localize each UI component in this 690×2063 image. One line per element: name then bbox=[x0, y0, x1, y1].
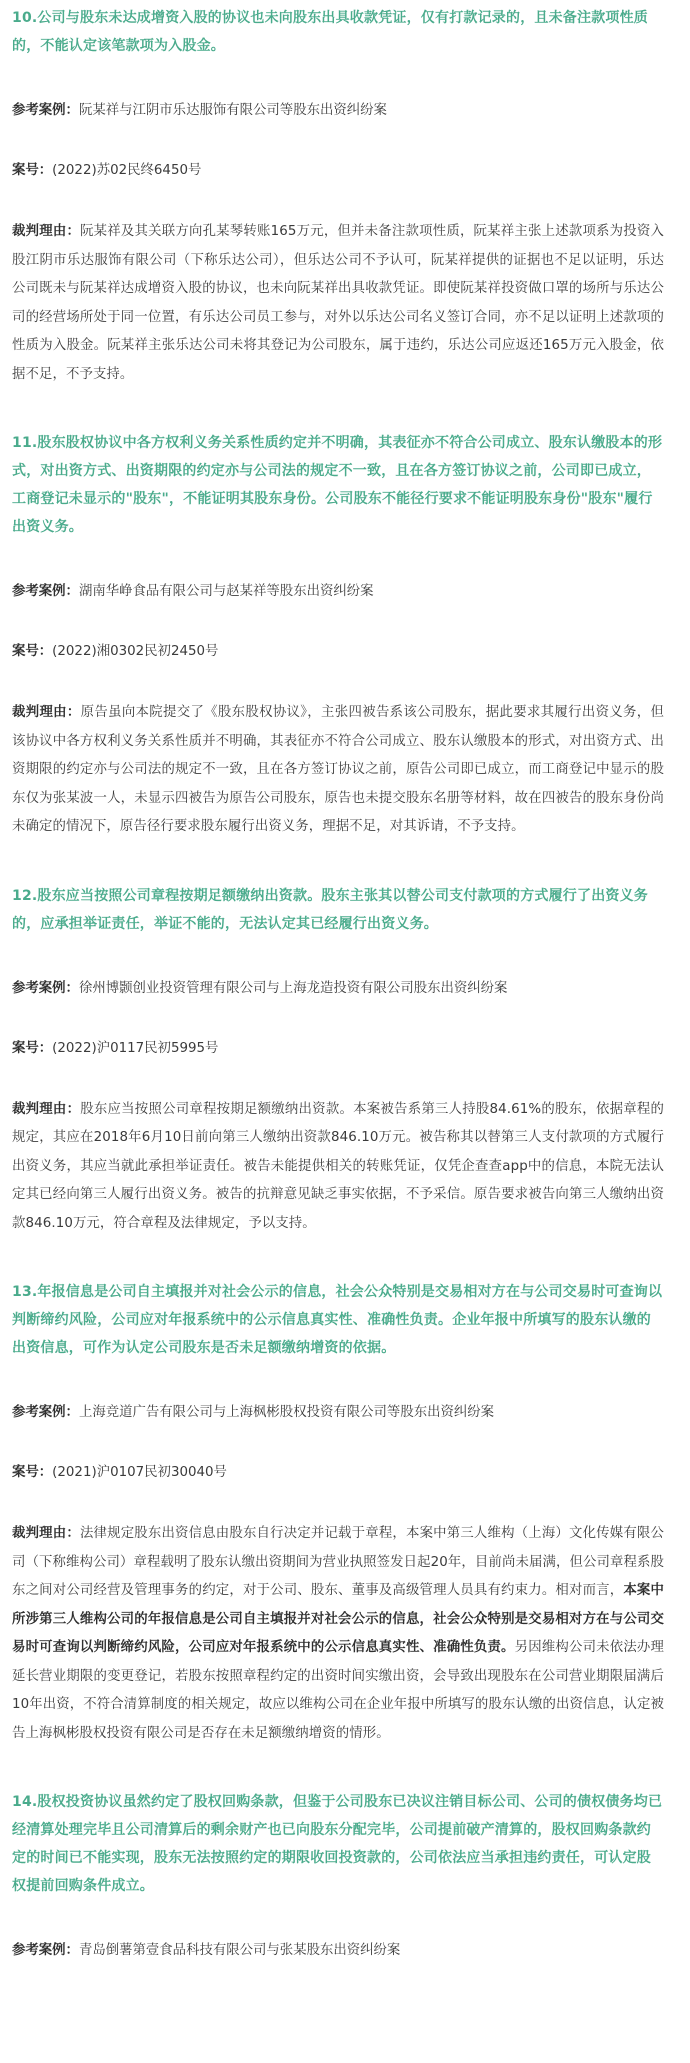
reference-label: 参考案例： bbox=[12, 103, 79, 118]
section-10-reference bbox=[12, 100, 664, 122]
section-14-heading: 14.股权投资协议虽然约定了股权回购条款，但鉴于公司股东已决议注销目标公司、公司的债权债务均已经清算处理完毕且公司清算后的剩余财产也已向股东分配完毕，公司提前破产清算的，股权回购条款约定的时间已不能实现，股东无法按照约定的期限收回投资款的，公司依法应当承担违约责任，可认定股权提前回购条件成立。 bbox=[12, 1794, 663, 1894]
reference-label: 参考案例： bbox=[12, 1943, 79, 1958]
reasoning-text: 法律规定股东出资信息由股东自行决定并记载于章程，本案中第三人维构（上海）文化传媒有限公司（下称维构公司）章程载明了股东认缴出资期间为营业执照签发日起20年，目前尚未届满，但公司章程系股东之间对公司经营及管理事务的约定，对于公司、股东、董事及高级管理人员具有约束力。相对而言， bbox=[12, 1526, 665, 1598]
reasoning-label: 裁判理由： bbox=[12, 224, 81, 239]
reasoning-text: 阮某祥及其关联方向孔某琴转账165万元，但并未备注款项性质，阮某祥主张上述款项系为投资入股江阴市乐达服饰有限公司（下称乐达公司），但乐达公司不予认可，阮某祥提供的证据也不足以证明，乐达公司既未与阮某祥达成增资入股的协议，也未向阮某祥出具收款凭证。即使阮某祥投资做口罩的场所与乐达公司的经营场所处于同一位置，有乐达公司员工参与，对外以乐达公司名义签订合同，亦不足以证明上述款项的性质为入股金。阮某祥主张乐达公司未将其登记为公司股东，属于违约，乐达公司应返还165万元入股金，依据不足，不予支持。 bbox=[12, 224, 664, 382]
reasoning-text-continued: 另因维构公司未依法办理延长营业期限的变更登记，若股东按照章程约定的出资时间实缴出资，会导致出现股东在公司营业期限届满后10年出资，不符合清算制度的相关规定，故应以维构公司在企业年报中所填写的股东认缴的出资信息，认定被告上海枫彬股权投资有限公司是否存在未足额缴纳增资的情形。 bbox=[12, 1640, 664, 1741]
reference-case: 徐州博颢创业投资管理有限公司与上海龙造投资有限公司股东出资纠纷案 bbox=[78, 980, 508, 996]
case-number: (2022)沪0117民初5995号 bbox=[52, 1040, 219, 1056]
section-12-reference bbox=[12, 978, 664, 1000]
case-number-label: 案号： bbox=[12, 644, 53, 659]
case-number: (2021)沪0107民初30040号 bbox=[52, 1465, 227, 1480]
section-12-heading: 12.股东应当按照公司章程按期足额缴纳出资款。股东主张其以替公司支付款项的方式履行了出资义务的，应承担举证责任，举证不能的，无法认定其已经履行出资义务。 bbox=[12, 887, 648, 932]
reasoning-label: 裁判理由： bbox=[12, 1101, 81, 1117]
section-10-heading: 10.公司与股东未达成增资入股的协议也未向股东出具收款凭证，仅有打款记录的，且未备注款项性质的，不能认定该笔款项为入股金。 bbox=[12, 10, 648, 54]
case-number-label: 案号： bbox=[12, 163, 53, 178]
section-13-case-number bbox=[12, 1462, 664, 1484]
reasoning-label: 裁判理由： bbox=[12, 705, 81, 720]
section-10-case-number bbox=[12, 160, 664, 182]
reference-case: 湖南华峥食品有限公司与赵某祥等股东出资纠纷案 bbox=[78, 584, 374, 599]
reference-case: 上海竞道广告有限公司与上海枫彬股权投资有限公司等股东出资纠纷案 bbox=[78, 1405, 495, 1420]
section-11-reference bbox=[12, 581, 664, 603]
section-11-case-number bbox=[12, 641, 664, 663]
reasoning-emphasis: 本案中所涉第三人维构公司的年报信息是公司自主填报并对社会公示的信息，社会公众特别是交易相对方在与公司交易时可查询以判断缔约风险，公司应对年报系统中的公示信息真实性、准确性负责。 bbox=[12, 1583, 664, 1655]
section-11-reasoning bbox=[12, 699, 664, 842]
section-13-reference bbox=[12, 1402, 664, 1424]
case-number: (2022)苏02民终6450号 bbox=[52, 163, 202, 178]
reference-label: 参考案例： bbox=[12, 584, 79, 599]
section-12-case-number bbox=[12, 1038, 664, 1060]
section-14-reference bbox=[12, 1940, 664, 1962]
reference-case: 青岛倒薯第壹食品科技有限公司与张某股东出资纠纷案 bbox=[78, 1943, 401, 1958]
reasoning-text: 原告虽向本院提交了《股东股权协议》，主张四被告系该公司股东，据此要求其履行出资义务，但该协议中各方权利义务关系性质并不明确，其表征亦不符合公司成立、股东认缴股本的形式，对出资方式、出资期限的约定亦与公司法的规定不一致，且在各方签订协议之前，原告公司即已成立，而工商登记中显示的股东仅为张某波一人，未显示四被告为原告公司股东，原告也未提交股东名册等材料，故在四被告的股东身份尚未确定的情况下，原告径行要求股东履行出资义务，理据不足，对其诉请，不予支持。 bbox=[12, 705, 664, 834]
section-10-reasoning bbox=[12, 218, 664, 389]
case-number-label: 案号： bbox=[12, 1465, 53, 1480]
reasoning-text: 股东应当按照公司章程按期足额缴纳出资款。本案被告系第三人持股84.61%的股东，依据章程的规定，其应在2018年6月10日前向第三人缴纳出资款846.10万元。被告称其以替第三人支付款项的方式履行出资义务，其应当就此承担举证责任。被告未能提供相关的转账凭证，仅凭企查查app中的信息，本院无法认定其已经向第三人履行出资义务。被告的抗辩意见缺乏事实依据，不予采信。原告要求被告向第三人缴纳出资款846.10万元，符合章程及法律规定，予以支持。 bbox=[12, 1101, 665, 1231]
reference-label: 参考案例： bbox=[12, 980, 79, 996]
reference-case: 阮某祥与江阴市乐达服饰有限公司等股东出资纠纷案 bbox=[78, 103, 387, 118]
case-number: (2022)湘0302民初2450号 bbox=[52, 644, 219, 659]
case-number-label: 案号： bbox=[12, 1040, 53, 1056]
section-13-reasoning bbox=[12, 1520, 664, 1748]
section-13-heading: 13.年报信息是公司自主填报并对社会公示的信息，社会公众特别是交易相对方在与公司交易时可查询以判断缔约风险，公司应对年报系统中的公示信息真实性、准确性负责。企业年报中所填写的股东认缴的出资信息，可作为认定公司股东是否未足额缴纳增资的依据。 bbox=[12, 1284, 663, 1356]
reference-label: 参考案例： bbox=[12, 1405, 79, 1420]
section-12-reasoning bbox=[12, 1096, 664, 1239]
reasoning-label: 裁判理由： bbox=[12, 1526, 80, 1541]
section-11-heading: 11.股东股权协议中各方权利义务关系性质约定并不明确，其表征亦不符合公司成立、股东认缴股本的形式，对出资方式、出资期限的约定亦与公司法的规定不一致，且在各方签订协议之前，公司即已成立，工商登记未显示的"股东"，不能证明其股东身份。公司股东不能径行要求不能证明股东身份"股东"履行出资义务。 bbox=[12, 435, 663, 535]
